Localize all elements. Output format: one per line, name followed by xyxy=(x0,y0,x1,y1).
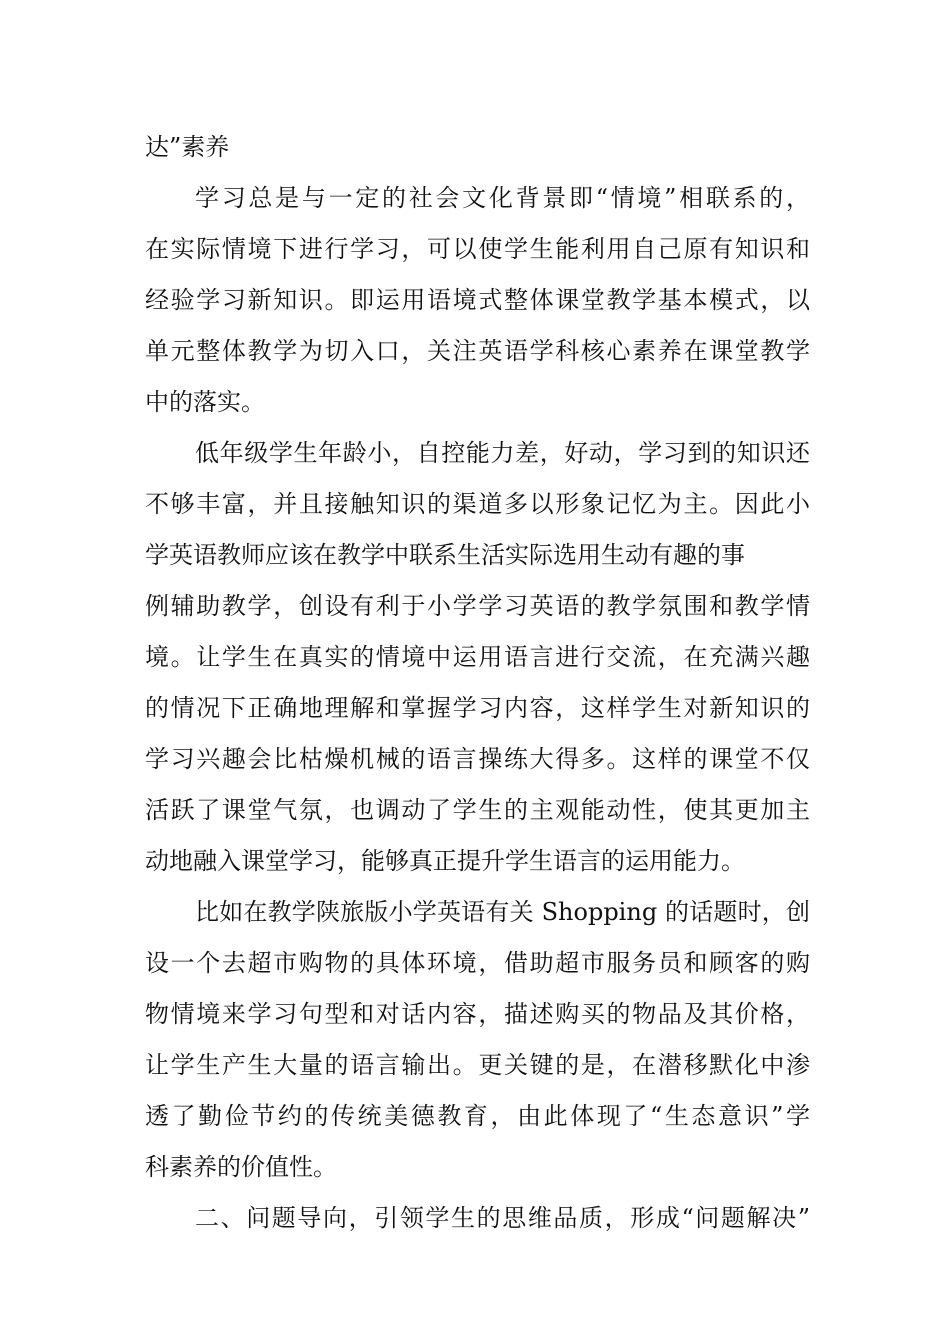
text-line: 不够丰富，并且接触知识的渠道多以形象记忆为主。因此小 xyxy=(145,490,810,518)
text-line: 中的落实。 xyxy=(145,388,265,416)
document-body xyxy=(145,122,810,1244)
text-line: 达”素养 xyxy=(145,133,230,161)
text-line: 例辅助教学，创设有利于小学学习英语的教学氛围和教学情 xyxy=(145,592,810,620)
text-line: 活跃了课堂气氛，也调动了学生的主观能动性，使其更加主 xyxy=(145,796,810,824)
text-line: 在实际情境下进行学习，可以使学生能利用自己原有知识和 xyxy=(145,235,810,263)
text-line: 科素养的价值性。 xyxy=(145,1153,337,1181)
text-line: 设一个去超市购物的具体环境，借助超市服务员和顾客的购 xyxy=(145,949,810,977)
text-line: 单元整体教学为切入口，关注英语学科核心素养在课堂教学 xyxy=(145,337,810,365)
text-line: 学英语教师应该在教学中联系生活实际选用生动有趣的事 xyxy=(145,541,745,569)
text-line: 透了勤俭节约的传统美德教育，由此体现了“生态意识”学 xyxy=(145,1102,810,1130)
text-line: 境。让学生在真实的情境中运用语言进行交流，在充满兴趣 xyxy=(145,643,810,671)
text-line: 物情境来学习句型和对话内容，描述购买的物品及其价格， xyxy=(145,1000,810,1028)
section-heading: 二、问题导向，引领学生的思维品质，形成“问题解决” xyxy=(195,1204,810,1232)
text-line: 动地融入课堂学习，能够真正提升学生语言的运用能力。 xyxy=(145,847,745,875)
paragraph-first-line: 学习总是与一定的社会文化背景即“情境”相联系的， xyxy=(195,184,810,212)
text-line: 学习兴趣会比枯燥机械的语言操练大得多。这样的课堂不仅 xyxy=(145,745,810,773)
paragraph-first-line: 低年级学生年龄小，自控能力差，好动，学习到的知识还 xyxy=(195,439,810,467)
text-line: 经验学习新知识。即运用语境式整体课堂教学基本模式，以 xyxy=(145,286,810,314)
paragraph-first-line: 比如在教学陕旅版小学英语有关 Shopping 的话题时，创 xyxy=(195,898,810,926)
text-line: 让学生产生大量的语言输出。更关键的是，在潜移默化中渗 xyxy=(145,1051,810,1079)
text-line: 的情况下正确地理解和掌握学习内容，这样学生对新知识的 xyxy=(145,694,810,722)
